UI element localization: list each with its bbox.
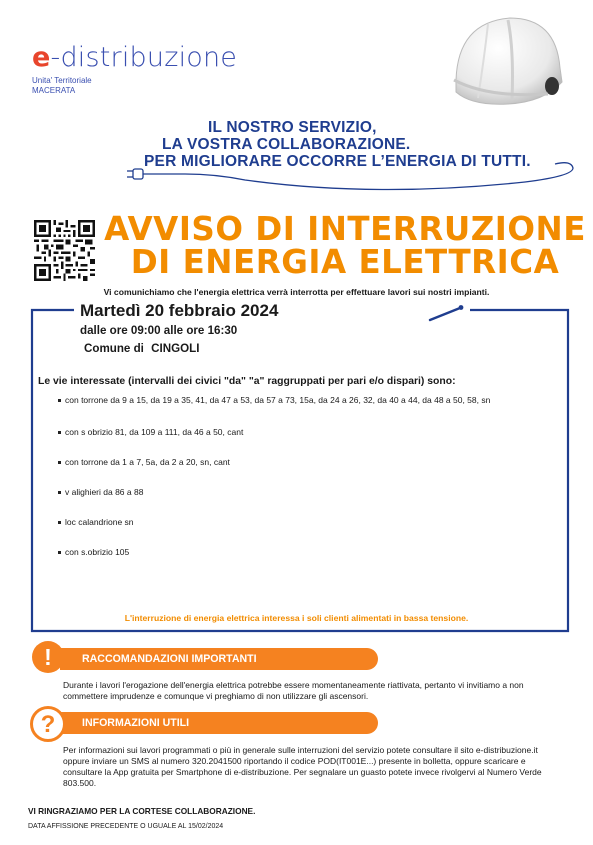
bullet-icon (58, 521, 61, 524)
recommendations-header: RACCOMANDAZIONI IMPORTANTI (60, 648, 378, 670)
municipality (80, 342, 199, 355)
exclamation-icon: ! (32, 641, 64, 673)
municipality-value: CINGOLI (151, 342, 200, 355)
streets-title: Le vie interessate (intervalli dei civici "da" "a" raggruppati per pari e/o dispari) sono: (38, 376, 456, 387)
street-item (58, 487, 563, 498)
info-text: Per informazioni sui lavori programmati o più in generale sulle interruzioni del servizio potete consultare il sito e-distribuzione.it oppure inviare un SMS al numero 320.2041500 riportando il codice POD(IT001E...) presente in bolletta, oppure scaricare e consultare la App gratuita per Smartphone di e-distribuzione. Per segnalare un guasto potete invece rivolgervi al Numero Verde 803.500. (63, 745, 542, 788)
question-icon: ? (30, 706, 66, 742)
slogan-line: IL NOSTRO SERVIZIO, (208, 119, 377, 136)
logo-e: e (32, 42, 51, 73)
street-text: con torrone da 9 a 15, da 19 a 35, 41, da 47 a 53, da 57 a 73, 15a, da 24 a 26, 32, da 40 a 44, da 48 a 50, 58, sn (65, 395, 491, 405)
bullet-icon (58, 399, 61, 402)
plug-cable-graphic (125, 158, 580, 192)
street-item (58, 427, 563, 438)
interruption-date: Martedì 20 febbraio 2024 (80, 301, 286, 321)
street-text: v alighieri da 86 a 88 (65, 487, 144, 497)
slogan-line: PER MIGLIORARE OCCORRE L’ENERGIA DI TUTTI. (144, 153, 531, 170)
street-text: con torrone da 1 a 7, 5a, da 2 a 20, sn, cant (65, 457, 230, 467)
helmet-image (448, 10, 568, 110)
pen-stroke-graphic (426, 302, 476, 322)
bullet-icon (58, 461, 61, 464)
street-text: con s obrizio 81, da 109 a 111, da 46 a 50, cant (65, 427, 244, 437)
street-item (58, 395, 563, 406)
street-item (58, 517, 563, 528)
info-header: INFORMAZIONI UTILI (60, 712, 378, 734)
unit-name: MACERATA (32, 86, 76, 95)
territorial-unit (32, 76, 92, 96)
bullet-icon (58, 491, 61, 494)
thanks-text: VI RINGRAZIAMO PER LA CORTESE COLLABORAZIONE. (28, 806, 256, 816)
street-item (58, 547, 563, 558)
interruption-hours: dalle ore 09:00 alle ore 16:30 (80, 324, 238, 337)
notice-title (100, 210, 590, 281)
qr-code (34, 220, 95, 281)
notice-subtitle: Vi comunichiamo che l'energia elettrica verrà interrotta per effettuare lavori sui nostri impianti. (103, 287, 490, 297)
municipality-label: Comune di (84, 342, 144, 355)
street-item (58, 457, 563, 468)
recommendations-text: Durante i lavori l'erogazione dell'energia elettrica potrebbe essere momentaneamente riattivata, pertanto vi invitiamo a non commettere imprudenze e comunque vi preghiamo di non utilizzare gli ascensori. (63, 680, 524, 701)
title-line: DI ENERGIA ELETTRICA (130, 243, 560, 281)
e-distribuzione-logo (32, 42, 237, 73)
bullet-icon (58, 551, 61, 554)
title-line: AVVISO DI INTERRUZIONE (104, 210, 586, 248)
bullet-icon (58, 431, 61, 434)
unit-label: Unita' Territoriale (32, 76, 92, 85)
affix-date: DATA AFFISSIONE PRECEDENTE O UGUALE AL 15/02/2024 (28, 823, 224, 830)
notice-box-border (30, 308, 570, 633)
street-text: loc calandrione sn (65, 517, 134, 527)
street-text: con s.obrizio 105 (65, 547, 130, 557)
low-voltage-note: L'interruzione di energia elettrica interessa i soli clienti alimentati in bassa tensione. (124, 613, 469, 623)
slogan-line: LA VOSTRA COLLABORAZIONE. (162, 136, 411, 153)
logo-text: -distribuzione (50, 42, 238, 73)
